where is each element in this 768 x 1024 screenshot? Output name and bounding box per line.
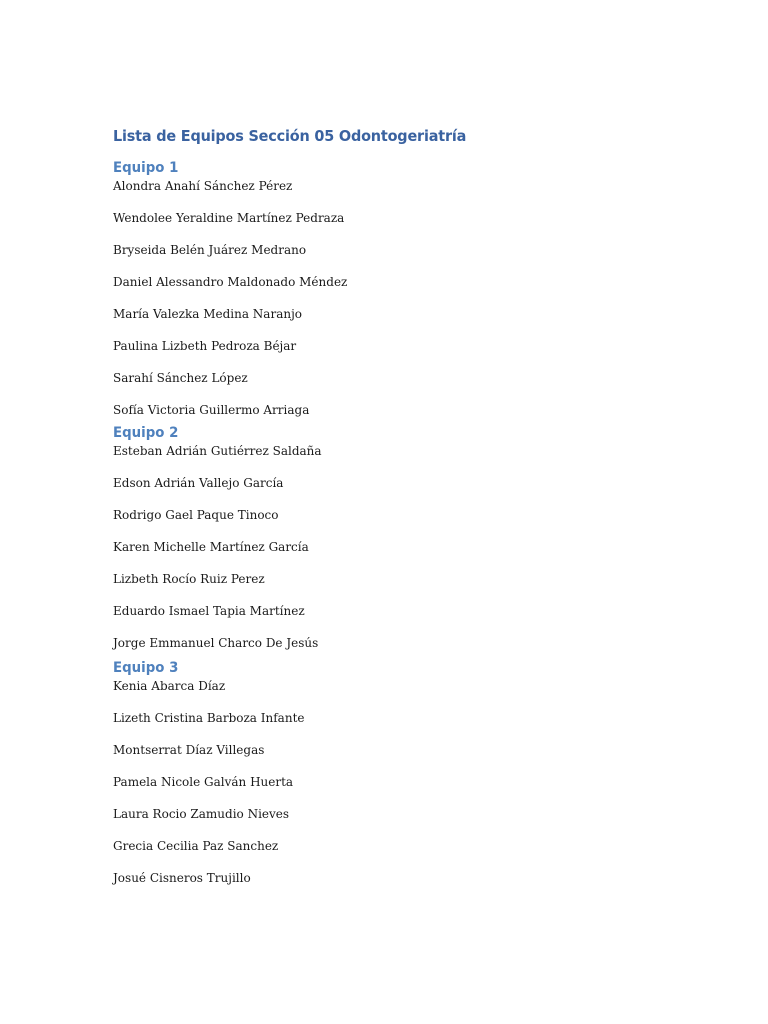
team-member: Sofía Victoria Guillermo Arriaga [113, 402, 310, 417]
team-section-2 [113, 424, 713, 657]
team-section-1 [113, 159, 713, 424]
team-member: Karen Michelle Martínez García [113, 539, 309, 554]
team-member: Bryseida Belén Juárez Medrano [113, 242, 307, 257]
team-member: María Valezka Medina Naranjo [113, 306, 303, 321]
team-member: Sarahí Sánchez López [113, 370, 248, 385]
team-member: Jorge Emmanuel Charco De Jesús [113, 635, 319, 650]
team-heading-1: Equipo 1 [113, 160, 179, 176]
team-member-list-2 [113, 443, 713, 657]
team-heading-3: Equipo 3 [113, 660, 179, 676]
team-member: Alondra Anahí Sánchez Pérez [113, 178, 293, 193]
team-member: Pamela Nicole Galván Huerta [113, 774, 294, 789]
team-heading-2: Equipo 2 [113, 425, 179, 441]
team-member: Lizeth Cristina Barboza Infante [113, 710, 305, 725]
team-member: Eduardo Ismael Tapia Martínez [113, 603, 305, 618]
team-section-3 [113, 659, 713, 892]
team-member: Lizbeth Rocío Ruiz Perez [113, 571, 265, 586]
team-member-list-1 [113, 178, 713, 424]
team-member: Wendolee Yeraldine Martínez Pedraza [113, 210, 345, 225]
team-member: Grecia Cecilia Paz Sanchez [113, 838, 279, 853]
document-page [113, 124, 713, 892]
team-member: Montserrat Díaz Villegas [113, 742, 265, 757]
team-member: Laura Rocio Zamudio Nieves [113, 806, 290, 821]
team-member: Daniel Alessandro Maldonado Méndez [113, 274, 348, 289]
team-member: Rodrigo Gael Paque Tinoco [113, 507, 279, 522]
team-member: Kenia Abarca Díaz [113, 678, 226, 693]
team-member: Paulina Lizbeth Pedroza Béjar [113, 338, 297, 353]
document-title: Lista de Equipos Sección 05 Odontogeriatría [113, 127, 467, 145]
team-member-list-3 [113, 678, 713, 892]
team-member: Esteban Adrián Gutiérrez Saldaña [113, 443, 322, 458]
team-member: Josué Cisneros Trujillo [113, 870, 251, 885]
team-member: Edson Adrián Vallejo García [113, 475, 284, 490]
